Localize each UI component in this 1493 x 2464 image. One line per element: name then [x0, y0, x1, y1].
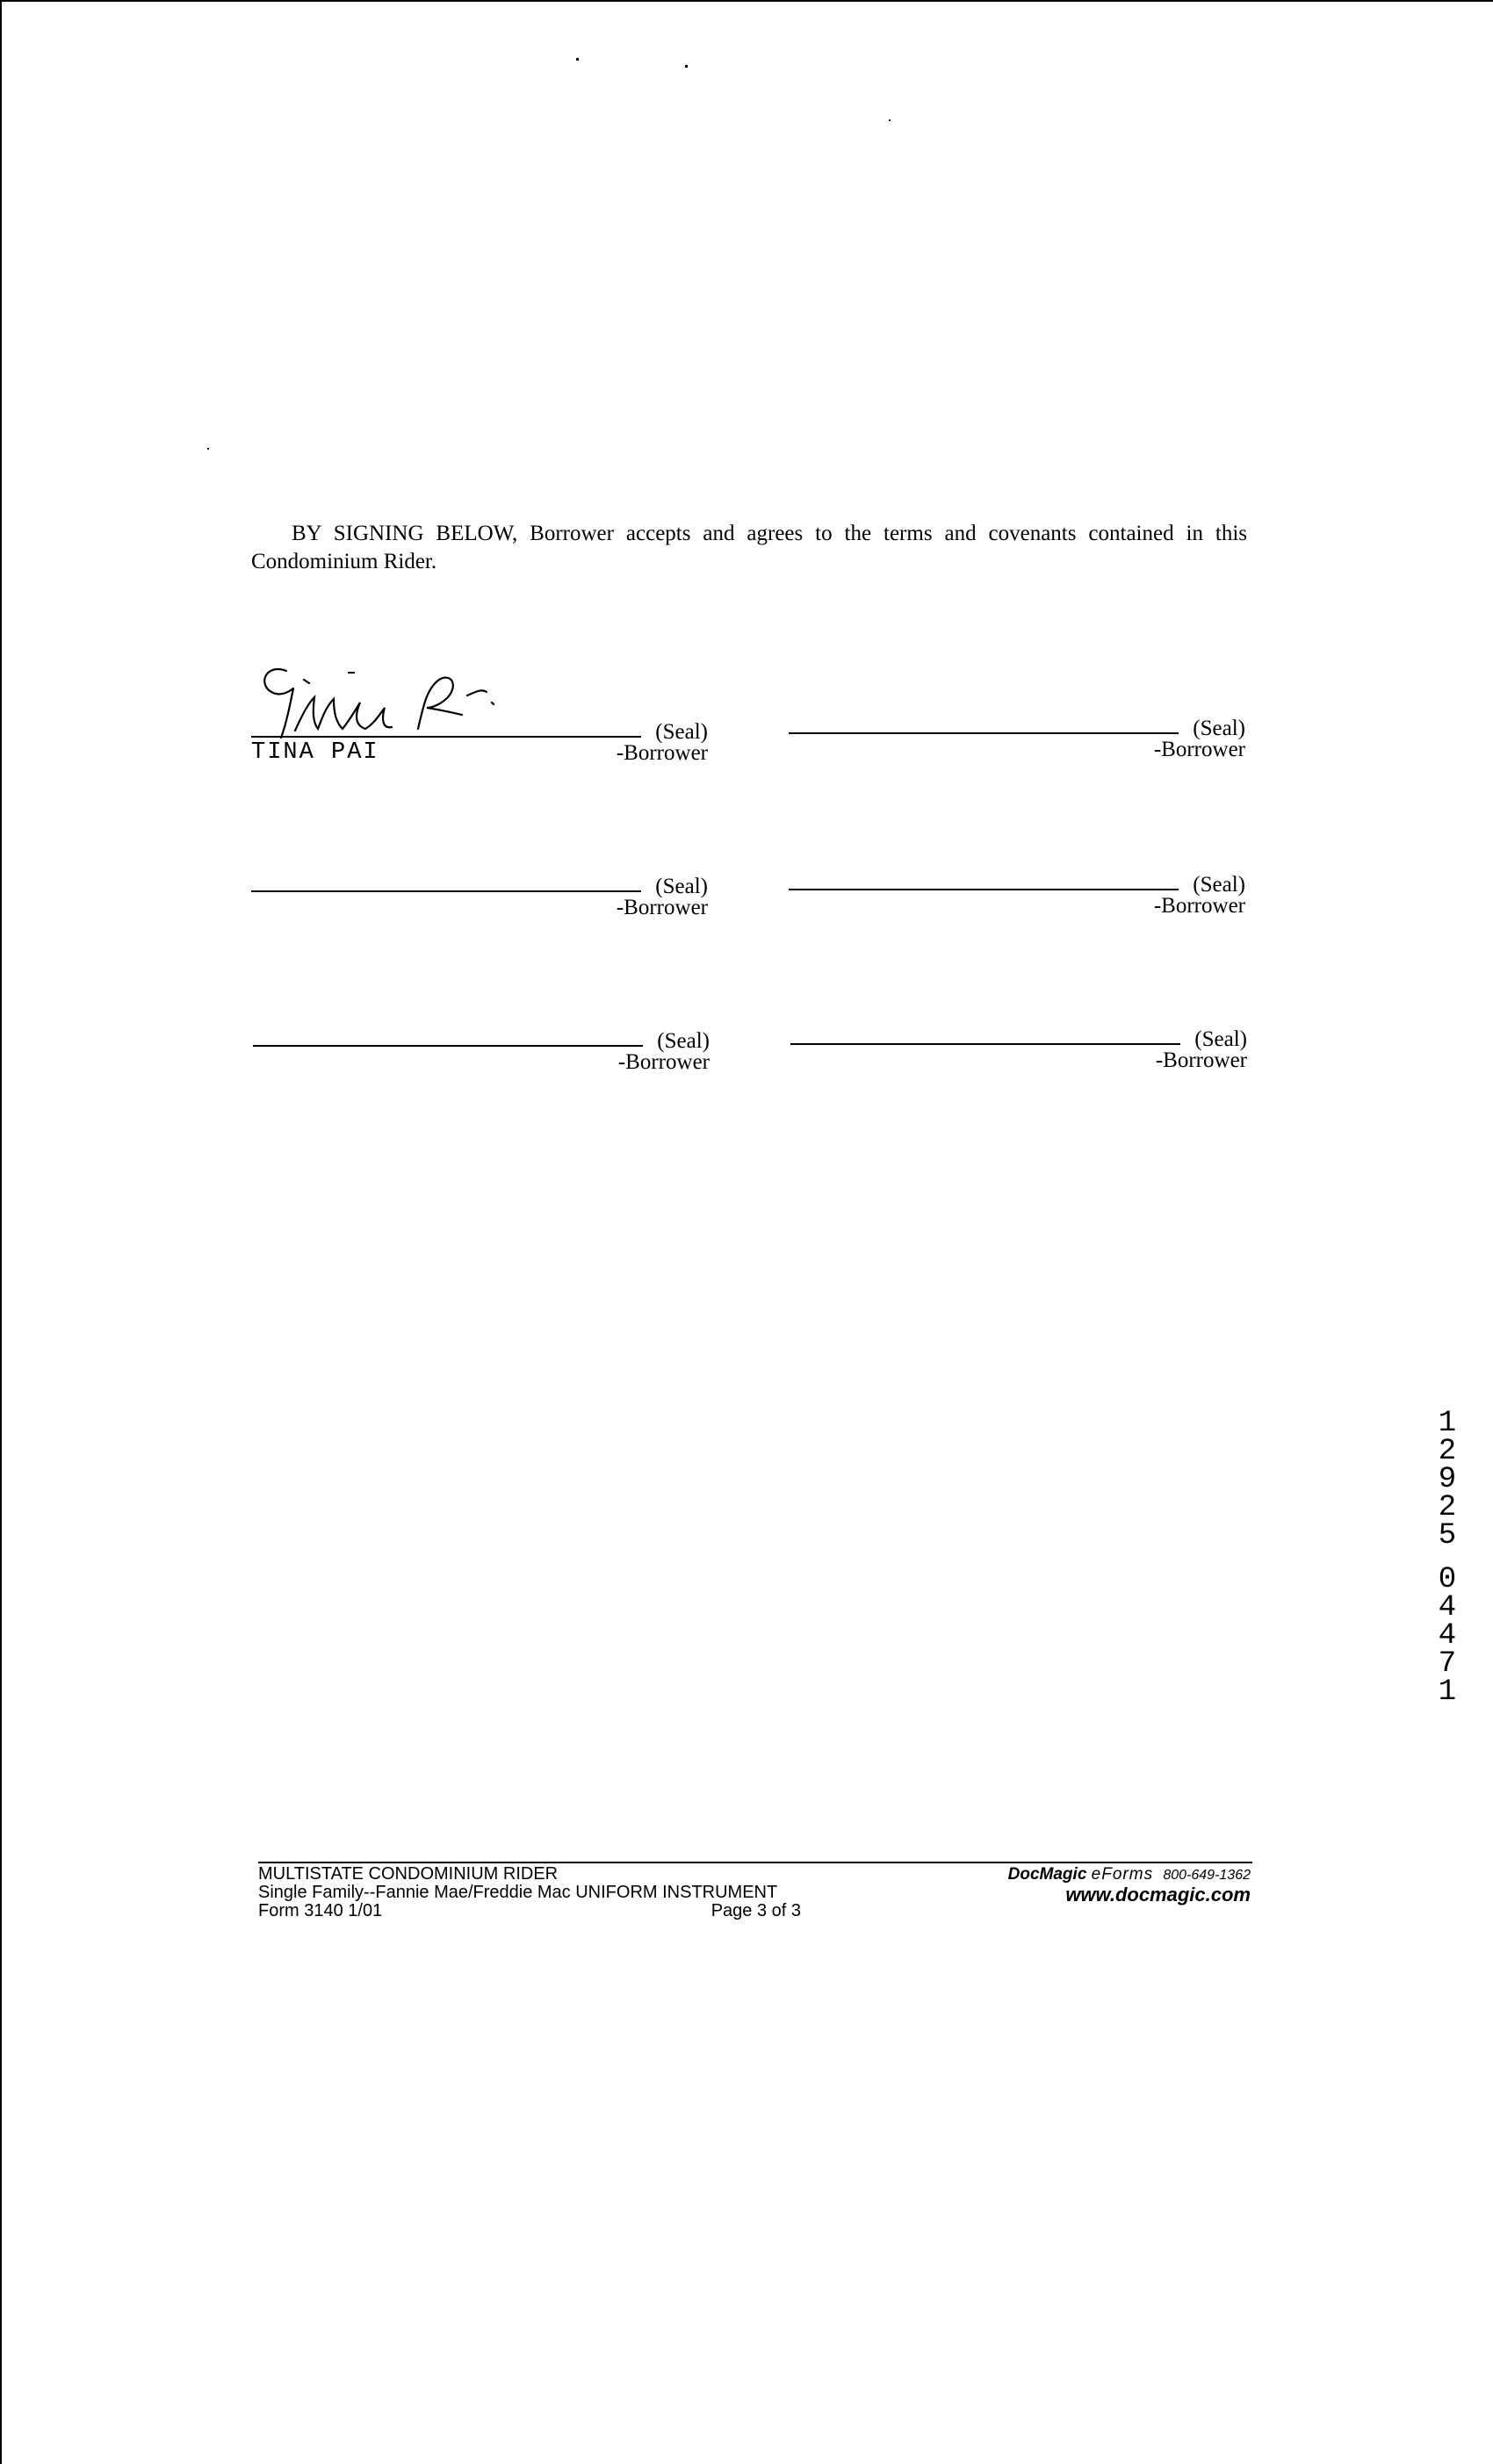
page-border-top: [0, 0, 1493, 2]
signature-line[interactable]: [251, 890, 641, 892]
signature-block-4: [789, 859, 1245, 920]
role-label: -Borrower: [1153, 894, 1245, 918]
role-label: -Borrower: [616, 741, 708, 765]
footer-brand-row: [1008, 1865, 1251, 1885]
stamp-digit: 2: [1438, 1491, 1457, 1524]
stamp-digit: 7: [1438, 1647, 1457, 1681]
signature-line[interactable]: [789, 889, 1179, 890]
signature-block-2: [789, 702, 1245, 764]
signature-line[interactable]: [253, 1045, 643, 1047]
footer-vendor: [1008, 1865, 1251, 1905]
footer-url[interactable]: www.docmagic.com: [1065, 1884, 1251, 1906]
stamp-digit: 0: [1438, 1563, 1457, 1596]
footer-form-title: MULTISTATE CONDOMINIUM RIDER: [258, 1864, 559, 1884]
seal-label: (Seal): [655, 720, 708, 744]
stamp-digit: 9: [1438, 1463, 1457, 1496]
signature-line[interactable]: [251, 736, 641, 738]
signature-block-5: [253, 1015, 710, 1077]
role-label: -Borrower: [1153, 738, 1245, 761]
stamp-digit: 5: [1438, 1519, 1457, 1553]
footer-form-info: [258, 1865, 820, 1920]
stamp-digit: 2: [1438, 1435, 1457, 1468]
stamp-digit: 4: [1438, 1591, 1457, 1625]
stamp-digit: 1: [1438, 1675, 1457, 1709]
seal-label: (Seal): [1193, 873, 1245, 897]
recording-number-stamp: [1430, 1407, 1465, 1709]
signature-line[interactable]: [790, 1043, 1180, 1045]
footer-form-number: Form 3140 1/01: [258, 1901, 383, 1920]
footer-row: [258, 1902, 820, 1920]
role-label: -Borrower: [616, 896, 708, 919]
role-label: -Borrower: [617, 1050, 710, 1074]
printed-name: TINA PAI: [251, 739, 379, 766]
scan-speck: [207, 448, 209, 450]
seal-label: (Seal): [655, 875, 708, 898]
footer-brand-suffix: eForms: [1091, 1865, 1154, 1884]
scan-speck: [576, 58, 579, 61]
seal-label: (Seal): [1194, 1027, 1247, 1051]
stamp-digit: 4: [1438, 1619, 1457, 1653]
footer-phone: 800-649-1362: [1163, 1868, 1251, 1883]
intro-paragraph: BY SIGNING BELOW, Borrower accepts and agrees to the terms and covenants contained in this Condominium Rider.: [251, 522, 1247, 573]
seal-label: (Seal): [657, 1029, 710, 1053]
signature-block-1: [251, 706, 708, 767]
footer-rule: [258, 1862, 1252, 1863]
page-border-left: [0, 0, 2, 2464]
stamp-digit: 1: [1438, 1407, 1457, 1440]
seal-label: (Seal): [1193, 717, 1245, 740]
scan-speck: [889, 119, 891, 121]
signature-block-3: [251, 861, 708, 922]
signature-block-6: [790, 1013, 1247, 1075]
handwritten-signature: [251, 653, 515, 741]
footer-page-number: Page 3 of 3: [710, 1901, 801, 1920]
footer-brand: DocMagic: [1007, 1865, 1087, 1884]
scan-speck: [685, 65, 688, 68]
signature-line[interactable]: [789, 732, 1179, 734]
role-label: -Borrower: [1155, 1048, 1247, 1072]
footer-instrument: Single Family--Fannie Mae/Freddie Mac UNIFORM INSTRUMENT: [258, 1883, 778, 1902]
